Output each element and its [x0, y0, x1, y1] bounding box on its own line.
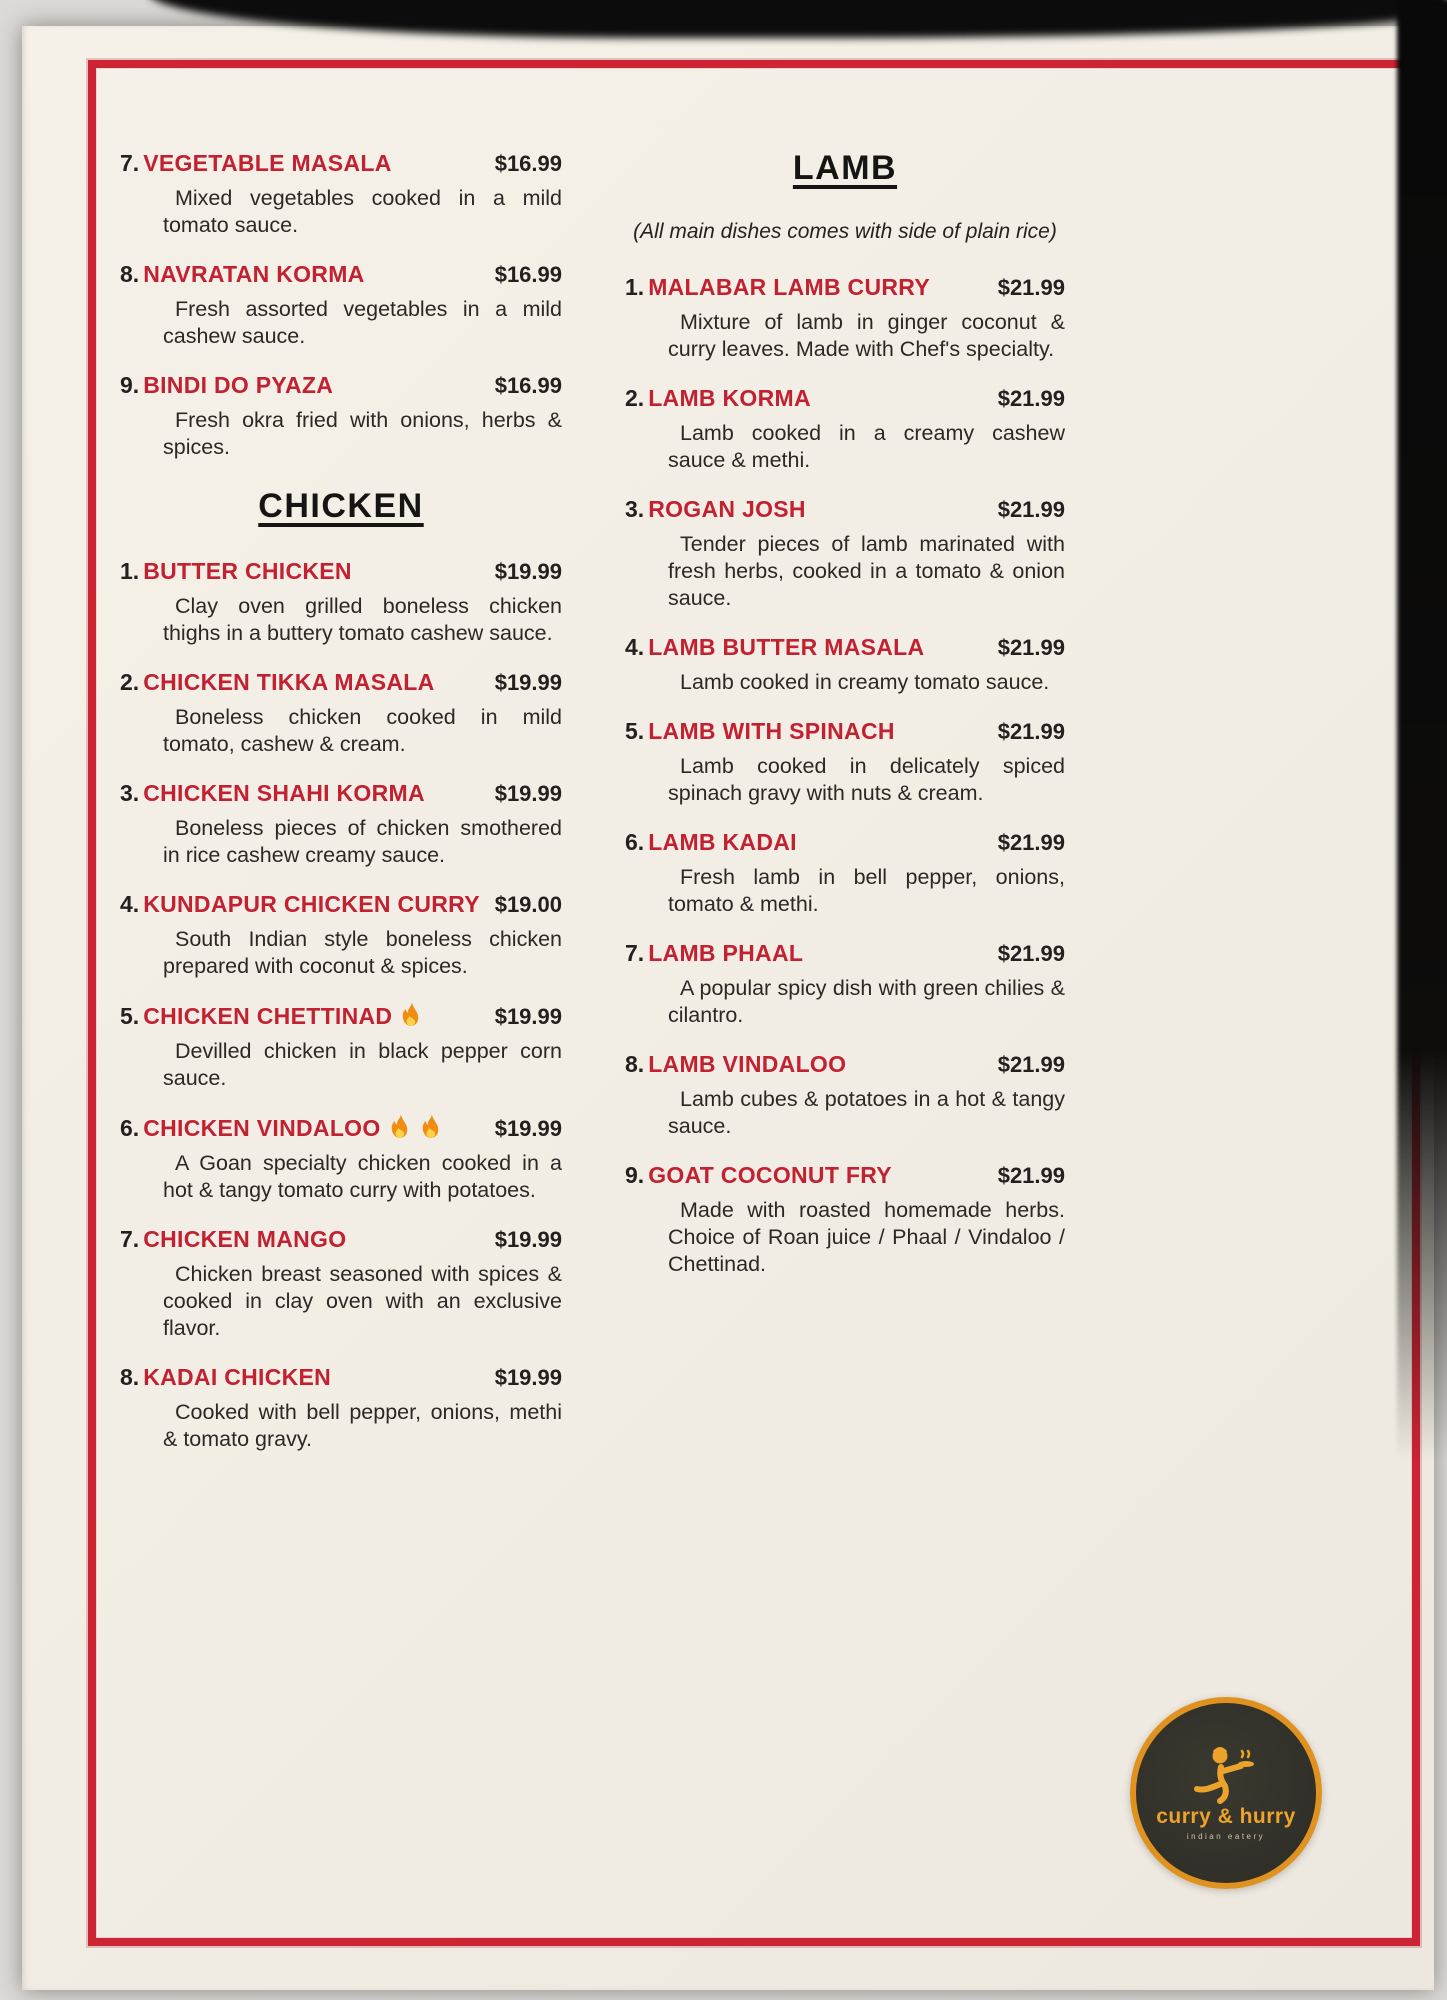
item-name: NAVRATAN KORMA	[143, 261, 365, 287]
item-description: Boneless pieces of chicken smothered in rice cashew creamy sauce.	[163, 816, 562, 867]
menu-item	[120, 1112, 562, 1204]
menu-item	[625, 272, 1065, 363]
item-name: CHICKEN TIKKA MASALA	[143, 669, 435, 695]
item-number: 7.	[625, 940, 645, 966]
item-number: 5.	[625, 718, 645, 744]
item-number: 4.	[120, 891, 140, 917]
photo-background-right	[1397, 0, 1447, 1460]
item-name: LAMB PHAAL	[648, 940, 804, 966]
menu-item	[120, 1000, 562, 1092]
item-description: Fresh assorted vegetables in a mild cashew sauce.	[163, 297, 562, 348]
item-price: $16.99	[494, 262, 562, 287]
item-number: 5.	[120, 1003, 140, 1029]
item-name: BUTTER CHICKEN	[143, 558, 352, 584]
section-vegetable	[120, 148, 562, 461]
item-price: $16.99	[494, 373, 562, 398]
right-column	[625, 148, 1065, 1298]
menu-item	[120, 148, 562, 239]
item-number: 9.	[120, 372, 140, 398]
item-description: A Goan specialty chicken cooked in a hot & tangy tomato curry with potatoes.	[163, 1151, 562, 1202]
item-number: 3.	[625, 496, 645, 522]
item-name: LAMB BUTTER MASALA	[648, 634, 925, 660]
item-name: MALABAR LAMB CURRY	[648, 274, 930, 300]
item-number: 3.	[120, 780, 140, 806]
item-description: Fresh okra fried with onions, herbs & spices.	[163, 408, 562, 459]
item-description: Lamb cooked in a creamy cashew sauce & methi.	[668, 421, 1065, 472]
item-description: Fresh lamb in bell pepper, onions, tomato & methi.	[668, 865, 1065, 916]
item-name: LAMB VINDALOO	[648, 1051, 847, 1077]
item-description: Clay oven grilled boneless chicken thighs in a buttery tomato cashew sauce.	[163, 594, 562, 645]
item-description: Tender pieces of lamb marinated with fresh herbs, cooked in a tomato & onion sauce.	[668, 532, 1065, 610]
item-price: $21.99	[997, 1163, 1065, 1188]
item-description: Lamb cubes & potatoes in a hot & tangy sauce.	[668, 1087, 1065, 1138]
item-description: South Indian style boneless chicken prepared with coconut & spices.	[163, 927, 562, 978]
item-price: $19.99	[494, 1116, 562, 1141]
menu-item	[120, 889, 562, 980]
item-name: BINDI DO PYAZA	[143, 372, 334, 398]
menu-item	[120, 556, 562, 647]
menu-item	[120, 370, 562, 461]
spice-flame-icons	[392, 1011, 423, 1028]
menu-item	[120, 667, 562, 758]
item-description: Cooked with bell pepper, onions, methi & tomato gravy.	[163, 1400, 562, 1451]
item-description: Chicken breast seasoned with spices & cooked in clay oven with an exclusive flavor.	[163, 1262, 562, 1340]
section-subtitle-lamb: (All main dishes comes with side of plain rice)	[633, 220, 1057, 243]
menu-item	[625, 827, 1065, 918]
item-number: 2.	[625, 385, 645, 411]
item-number: 8.	[120, 1364, 140, 1390]
item-price: $21.99	[997, 386, 1065, 411]
item-name: CHICKEN MANGO	[143, 1226, 347, 1252]
item-name: CHICKEN SHAHI KORMA	[143, 780, 425, 806]
menu-item	[120, 1362, 562, 1453]
item-name: LAMB WITH SPINACH	[648, 718, 895, 744]
item-description: Lamb cooked in delicately spiced spinach gravy with nuts & cream.	[668, 754, 1065, 805]
menu-item	[120, 778, 562, 869]
item-name: GOAT COCONUT FRY	[648, 1162, 892, 1188]
menu-item	[625, 494, 1065, 612]
item-description: Mixture of lamb in ginger coconut & curry leaves. Made with Chef's specialty.	[668, 310, 1065, 361]
item-number: 1.	[120, 558, 140, 584]
item-description: Lamb cooked in creamy tomato sauce.	[680, 670, 1050, 694]
item-name: VEGETABLE MASALA	[143, 150, 392, 176]
menu-item	[625, 1160, 1065, 1278]
item-description: Devilled chicken in black pepper corn sauce.	[163, 1039, 562, 1090]
item-number: 4.	[625, 634, 645, 660]
item-price: $19.99	[494, 1004, 562, 1029]
menu-page	[22, 26, 1434, 1990]
menu-item	[120, 1224, 562, 1342]
item-number: 7.	[120, 150, 140, 176]
item-price: $19.00	[494, 892, 562, 917]
menu-item	[625, 938, 1065, 1029]
item-name: ROGAN JOSH	[648, 496, 806, 522]
item-name: CHICKEN VINDALOO	[143, 1115, 381, 1141]
item-name: CHICKEN CHETTINAD	[143, 1003, 393, 1029]
menu-item	[625, 1049, 1065, 1140]
menu-item	[625, 383, 1065, 474]
section-chicken	[120, 556, 562, 1453]
item-price: $19.99	[494, 670, 562, 695]
item-number: 9.	[625, 1162, 645, 1188]
item-price: $21.99	[997, 275, 1065, 300]
item-name: KUNDAPUR CHICKEN CURRY	[143, 891, 480, 917]
item-name: LAMB KORMA	[648, 385, 811, 411]
item-name: KADAI CHICKEN	[143, 1364, 332, 1390]
item-description: Boneless chicken cooked in mild tomato, cashew & cream.	[163, 705, 562, 756]
logo-tagline: indian eatery	[1186, 1832, 1266, 1841]
item-number: 7.	[120, 1226, 140, 1252]
spice-flame-icons	[381, 1123, 443, 1140]
item-description: Mixed vegetables cooked in a mild tomato sauce.	[163, 186, 562, 237]
logo-wordmark: curry & hurry	[1156, 1805, 1296, 1828]
item-price: $19.99	[494, 1227, 562, 1252]
item-number: 6.	[625, 829, 645, 855]
item-price: $21.99	[997, 719, 1065, 744]
item-price: $21.99	[997, 830, 1065, 855]
item-price: $21.99	[997, 941, 1065, 966]
red-border-frame	[88, 60, 1420, 1946]
section-title-lamb: LAMB	[792, 149, 898, 187]
menu-item	[625, 716, 1065, 807]
item-number: 8.	[120, 261, 140, 287]
menu-item	[120, 259, 562, 350]
item-description: A popular spicy dish with green chilies & cilantro.	[668, 976, 1065, 1027]
item-price: $16.99	[494, 151, 562, 176]
section-title-chicken: CHICKEN	[258, 487, 424, 525]
item-price: $21.99	[997, 1052, 1065, 1077]
menu-item	[625, 632, 1065, 696]
restaurant-logo	[1130, 1697, 1322, 1889]
item-price: $19.99	[494, 781, 562, 806]
item-price: $19.99	[494, 559, 562, 584]
item-price: $21.99	[997, 497, 1065, 522]
item-price: $19.99	[494, 1365, 562, 1390]
item-number: 1.	[625, 274, 645, 300]
item-number: 8.	[625, 1051, 645, 1077]
section-lamb	[625, 272, 1065, 1278]
item-description: Made with roasted homemade herbs. Choice of Roan juice / Phaal / Vindaloo / Chettinad.	[668, 1198, 1065, 1276]
left-column	[120, 148, 562, 1473]
item-number: 6.	[120, 1115, 140, 1141]
item-name: LAMB KADAI	[648, 829, 797, 855]
item-price: $21.99	[997, 635, 1065, 660]
item-number: 2.	[120, 669, 140, 695]
running-chef-icon	[1183, 1745, 1269, 1805]
